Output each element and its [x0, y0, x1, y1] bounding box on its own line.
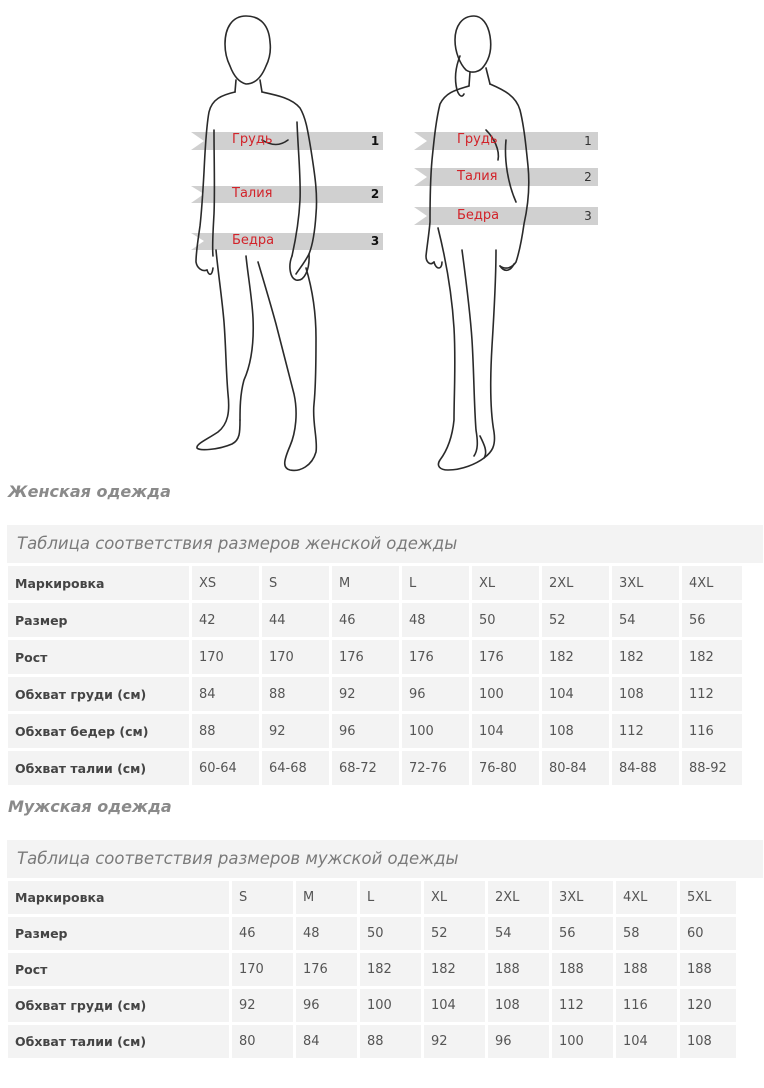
- men-table-cell: 112: [552, 989, 613, 1022]
- women-table-cell: 96: [402, 677, 469, 711]
- men-table-cell: 52: [424, 917, 485, 950]
- men-table-cell: 58: [616, 917, 677, 950]
- women-table-row: [8, 677, 742, 711]
- women-table-cell: 176: [472, 640, 539, 674]
- women-table-cell: 92: [332, 677, 399, 711]
- men-table-cell: 100: [552, 1025, 613, 1058]
- women-row-label: Рост: [8, 640, 189, 674]
- women-table-cell: 100: [402, 714, 469, 748]
- men-table-row: [8, 917, 736, 950]
- male-hips-band: [191, 233, 383, 250]
- men-table-cell: 104: [616, 1025, 677, 1058]
- female-figure: [426, 16, 529, 470]
- men-table-cell: 108: [488, 989, 549, 1022]
- men-table-cell: 60: [680, 917, 736, 950]
- women-table-cell: L: [402, 566, 469, 600]
- women-table-cell: 112: [682, 677, 742, 711]
- women-table-cell: 176: [332, 640, 399, 674]
- women-table-cell: 44: [262, 603, 329, 637]
- women-table-cell: 50: [472, 603, 539, 637]
- men-table-cell: 96: [488, 1025, 549, 1058]
- men-table-row: [8, 881, 736, 914]
- women-table-cell: 88-92: [682, 751, 742, 785]
- women-table-cell: 68-72: [332, 751, 399, 785]
- male-waist-label: Талия: [232, 186, 273, 201]
- women-table-cell: 100: [472, 677, 539, 711]
- women-table-cell: 104: [472, 714, 539, 748]
- women-row-label: Размер: [8, 603, 189, 637]
- women-table-cell: 48: [402, 603, 469, 637]
- men-table-cell: L: [360, 881, 421, 914]
- women-table-cell: 170: [262, 640, 329, 674]
- women-table-cell: 84-88: [612, 751, 679, 785]
- men-table-cell: 54: [488, 917, 549, 950]
- female-chest-label: Грудь: [457, 132, 498, 147]
- men-table-cell: 188: [680, 953, 736, 986]
- women-row-label: Обхват бедер (см): [8, 714, 189, 748]
- female-hips-band: [414, 207, 598, 225]
- men-table-cell: 92: [232, 989, 293, 1022]
- women-table-cell: 42: [192, 603, 259, 637]
- women-table-cell: 3XL: [612, 566, 679, 600]
- women-table-cell: 80-84: [542, 751, 609, 785]
- women-size-table: [5, 563, 745, 788]
- measurement-figures: [0, 0, 764, 480]
- women-table-row: [8, 714, 742, 748]
- women-table-cell: 72-76: [402, 751, 469, 785]
- men-row-label: Обхват груди (см): [8, 989, 229, 1022]
- men-table-cell: 188: [616, 953, 677, 986]
- women-table-cell: XS: [192, 566, 259, 600]
- men-table-cell: 182: [424, 953, 485, 986]
- female-waist-band: [414, 168, 598, 186]
- women-table-row: [8, 566, 742, 600]
- women-table-cell: 182: [542, 640, 609, 674]
- male-hips-number: 3: [370, 234, 380, 248]
- men-table-cell: 48: [296, 917, 357, 950]
- women-section-heading: Женская одежда: [8, 482, 171, 501]
- men-table-row: [8, 989, 736, 1022]
- women-table-cell: 88: [262, 677, 329, 711]
- men-table-cell: 96: [296, 989, 357, 1022]
- body-silhouettes-illustration: [0, 0, 764, 480]
- men-table-cell: 170: [232, 953, 293, 986]
- women-table-cell: 108: [612, 677, 679, 711]
- female-chest-number: 1: [584, 134, 592, 148]
- men-table-cell: S: [232, 881, 293, 914]
- women-table-cell: 104: [542, 677, 609, 711]
- women-table-cell: 108: [542, 714, 609, 748]
- female-hips-number: 3: [584, 209, 592, 223]
- women-row-label: Маркировка: [8, 566, 189, 600]
- men-table-cell: 5XL: [680, 881, 736, 914]
- male-hips-label: Бедра: [232, 233, 275, 248]
- men-table-cell: 50: [360, 917, 421, 950]
- men-table-cell: 182: [360, 953, 421, 986]
- women-table-row: [8, 751, 742, 785]
- men-table-cell: 92: [424, 1025, 485, 1058]
- women-table-cell: 76-80: [472, 751, 539, 785]
- men-table-caption: Таблица соответствия размеров мужской одежды: [7, 840, 763, 878]
- women-table-row: [8, 640, 742, 674]
- male-chest-number: 1: [370, 134, 380, 148]
- men-row-label: Рост: [8, 953, 229, 986]
- women-table-cell: 182: [612, 640, 679, 674]
- women-table-cell: 88: [192, 714, 259, 748]
- women-table-cell: 112: [612, 714, 679, 748]
- male-waist-band: [191, 186, 383, 203]
- men-table-cell: 176: [296, 953, 357, 986]
- men-table-cell: 116: [616, 989, 677, 1022]
- female-hips-label: Бедра: [457, 208, 500, 223]
- women-table-cell: 56: [682, 603, 742, 637]
- female-waist-label: Талия: [457, 169, 498, 184]
- women-table-cell: S: [262, 566, 329, 600]
- women-table-cell: 92: [262, 714, 329, 748]
- women-table-cell: 96: [332, 714, 399, 748]
- women-row-label: Обхват талии (см): [8, 751, 189, 785]
- men-table-cell: 80: [232, 1025, 293, 1058]
- men-table-cell: 120: [680, 989, 736, 1022]
- men-table-cell: 46: [232, 917, 293, 950]
- men-section-heading: Мужская одежда: [8, 797, 172, 816]
- men-table-cell: XL: [424, 881, 485, 914]
- women-table-cell: 2XL: [542, 566, 609, 600]
- women-table-cell: 4XL: [682, 566, 742, 600]
- male-chest-label: Грудь: [232, 132, 273, 147]
- men-table-cell: 108: [680, 1025, 736, 1058]
- women-table-cell: 84: [192, 677, 259, 711]
- women-table-row: [8, 603, 742, 637]
- female-waist-number: 2: [584, 170, 592, 184]
- women-table-cell: 116: [682, 714, 742, 748]
- men-table-cell: 2XL: [488, 881, 549, 914]
- men-table-cell: 188: [488, 953, 549, 986]
- men-table-cell: 100: [360, 989, 421, 1022]
- men-size-table: [5, 878, 739, 1061]
- women-table-caption: Таблица соответствия размеров женской одежды: [7, 525, 763, 563]
- men-table-cell: 104: [424, 989, 485, 1022]
- women-table-cell: 64-68: [262, 751, 329, 785]
- women-table-cell: 170: [192, 640, 259, 674]
- women-table-cell: 54: [612, 603, 679, 637]
- men-table-cell: 188: [552, 953, 613, 986]
- men-table-cell: 3XL: [552, 881, 613, 914]
- women-table-cell: 46: [332, 603, 399, 637]
- women-table-cell: 182: [682, 640, 742, 674]
- men-table-cell: 84: [296, 1025, 357, 1058]
- women-row-label: Обхват груди (см): [8, 677, 189, 711]
- women-table-cell: M: [332, 566, 399, 600]
- men-row-label: Обхват талии (см): [8, 1025, 229, 1058]
- men-row-label: Размер: [8, 917, 229, 950]
- women-table-cell: 52: [542, 603, 609, 637]
- men-table-cell: 4XL: [616, 881, 677, 914]
- men-table-row: [8, 953, 736, 986]
- women-table-cell: XL: [472, 566, 539, 600]
- men-table-row: [8, 1025, 736, 1058]
- men-table-cell: 56: [552, 917, 613, 950]
- women-table-cell: 176: [402, 640, 469, 674]
- women-table-cell: 60-64: [192, 751, 259, 785]
- male-waist-number: 2: [370, 187, 380, 201]
- men-row-label: Маркировка: [8, 881, 229, 914]
- men-table-cell: 88: [360, 1025, 421, 1058]
- men-table-cell: M: [296, 881, 357, 914]
